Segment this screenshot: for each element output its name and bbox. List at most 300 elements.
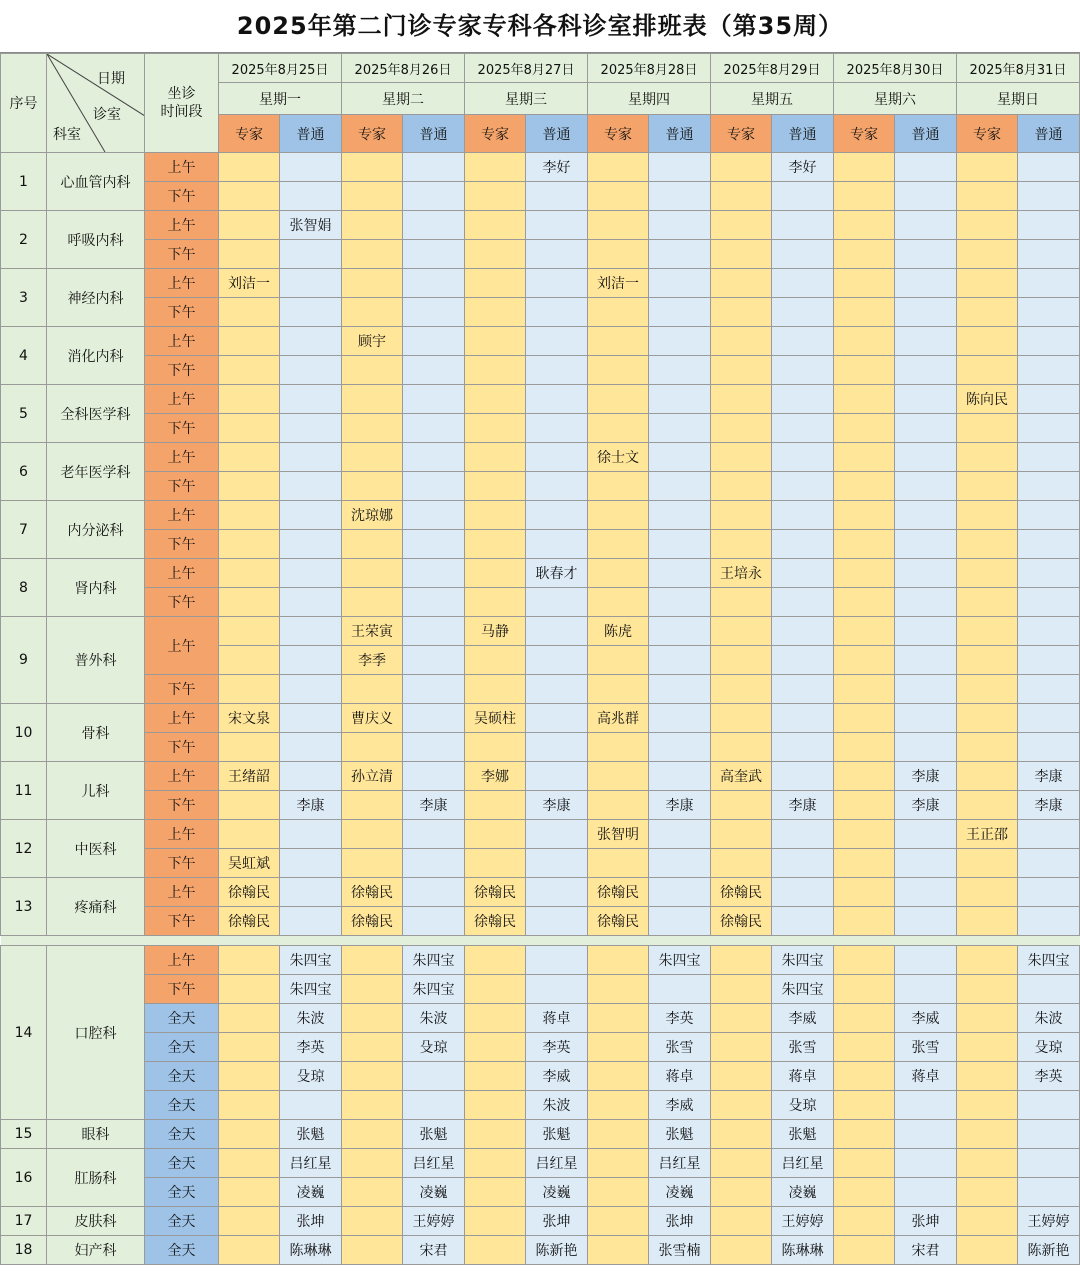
expert-doctor-cell (219, 1091, 280, 1120)
expert-doctor-cell (957, 791, 1018, 820)
ordinary-doctor-cell (403, 472, 465, 501)
ordinary-doctor-cell (280, 153, 342, 182)
expert-doctor-cell (342, 733, 403, 762)
ordinary-doctor-cell (895, 530, 957, 559)
ordinary-doctor-cell (403, 153, 465, 182)
ordinary-doctor-cell: 吕红星 (403, 1149, 465, 1178)
ordinary-doctor-cell: 凌巍 (649, 1178, 711, 1207)
seq-number: 2 (1, 211, 47, 269)
ordinary-doctor-cell: 张魁 (649, 1120, 711, 1149)
ordinary-doctor-cell: 朱四宝 (280, 975, 342, 1004)
expert-doctor-cell (711, 153, 772, 182)
expert-doctor-cell (219, 791, 280, 820)
ordinary-doctor-cell: 张魁 (772, 1120, 834, 1149)
expert-doctor-cell (342, 269, 403, 298)
ordinary-doctor-cell: 朱波 (280, 1004, 342, 1033)
ordinary-doctor-cell (895, 820, 957, 849)
expert-doctor-cell (834, 975, 895, 1004)
expert-doctor-cell (219, 211, 280, 240)
expert-doctor-cell: 沈琼娜 (342, 501, 403, 530)
ordinary-doctor-cell (1018, 414, 1080, 443)
expert-doctor-cell (465, 1207, 526, 1236)
time-slot: 上午 (145, 269, 219, 298)
ordinary-doctor-cell: 朱四宝 (280, 946, 342, 975)
ordinary-doctor-cell: 凌巍 (403, 1178, 465, 1207)
expert-doctor-cell (219, 559, 280, 588)
ordinary-doctor-cell (1018, 617, 1080, 646)
ordinary-doctor-cell: 吕红星 (649, 1149, 711, 1178)
expert-doctor-cell (834, 704, 895, 733)
section-separator (1, 936, 1080, 946)
expert-doctor-cell (219, 975, 280, 1004)
ordinary-doctor-cell: 凌巍 (526, 1178, 588, 1207)
ordinary-doctor-cell (772, 269, 834, 298)
expert-doctor-cell: 李娜 (465, 762, 526, 791)
expert-doctor-cell (342, 1091, 403, 1120)
ordinary-doctor-cell (1018, 153, 1080, 182)
ordinary-doctor-cell (772, 298, 834, 327)
time-slot: 全天 (145, 1149, 219, 1178)
expert-doctor-cell (957, 1004, 1018, 1033)
expert-doctor-cell: 高兆群 (588, 704, 649, 733)
ordinary-doctor-cell: 陈新艳 (1018, 1236, 1080, 1265)
ordinary-doctor-cell: 朱四宝 (649, 946, 711, 975)
ordinary-doctor-cell (403, 414, 465, 443)
schedule-row (1, 1120, 1080, 1149)
expert-doctor-cell (957, 182, 1018, 211)
expert-doctor-cell: 徐士文 (588, 443, 649, 472)
department-name: 普外科 (47, 617, 145, 704)
expert-doctor-cell (711, 327, 772, 356)
ordinary-doctor-cell (895, 975, 957, 1004)
expert-header: 专家 (342, 115, 403, 153)
expert-doctor-cell (957, 1033, 1018, 1062)
expert-doctor-cell (711, 704, 772, 733)
expert-doctor-cell (711, 849, 772, 878)
ordinary-doctor-cell: 王婷婷 (1018, 1207, 1080, 1236)
ordinary-doctor-cell (895, 211, 957, 240)
expert-doctor-cell (834, 211, 895, 240)
ordinary-doctor-cell (1018, 1120, 1080, 1149)
schedule-row (1, 298, 1080, 327)
time-slot: 上午 (145, 327, 219, 356)
ordinary-doctor-cell (772, 733, 834, 762)
ordinary-doctor-cell (1018, 878, 1080, 907)
ordinary-doctor-cell: 宋君 (403, 1236, 465, 1265)
ordinary-doctor-cell: 张魁 (526, 1120, 588, 1149)
ordinary-doctor-cell (895, 617, 957, 646)
ordinary-doctor-cell (526, 907, 588, 936)
ordinary-doctor-cell (772, 327, 834, 356)
expert-doctor-cell (711, 443, 772, 472)
ordinary-doctor-cell (526, 472, 588, 501)
department-name: 眼科 (47, 1120, 145, 1149)
expert-doctor-cell: 徐翰民 (588, 907, 649, 936)
expert-doctor-cell (219, 588, 280, 617)
ordinary-doctor-cell: 朱波 (526, 1091, 588, 1120)
ordinary-doctor-cell: 凌巍 (772, 1178, 834, 1207)
expert-doctor-cell (957, 1236, 1018, 1265)
expert-doctor-cell (711, 975, 772, 1004)
expert-doctor-cell: 徐翰民 (711, 878, 772, 907)
expert-doctor-cell (957, 559, 1018, 588)
schedule-row (1, 1236, 1080, 1265)
ordinary-doctor-cell: 李康 (403, 791, 465, 820)
expert-doctor-cell: 马静 (465, 617, 526, 646)
ordinary-doctor-cell (895, 1178, 957, 1207)
expert-doctor-cell (711, 1062, 772, 1091)
schedule-row (1, 907, 1080, 936)
expert-doctor-cell (588, 762, 649, 791)
department-name: 全科医学科 (47, 385, 145, 443)
ordinary-doctor-cell: 李康 (1018, 762, 1080, 791)
ordinary-doctor-cell (526, 975, 588, 1004)
schedule-row (1, 975, 1080, 1004)
expert-doctor-cell (342, 1236, 403, 1265)
ordinary-doctor-cell: 李好 (772, 153, 834, 182)
schedule-row (1, 1062, 1080, 1091)
ordinary-doctor-cell: 李威 (772, 1004, 834, 1033)
department-name: 神经内科 (47, 269, 145, 327)
expert-doctor-cell (834, 820, 895, 849)
expert-doctor-cell (834, 1149, 895, 1178)
seq-number: 18 (1, 1236, 47, 1265)
ordinary-doctor-cell (526, 588, 588, 617)
ordinary-doctor-cell (649, 704, 711, 733)
expert-doctor-cell (588, 530, 649, 559)
schedule-row (1, 675, 1080, 704)
expert-doctor-cell: 顾宇 (342, 327, 403, 356)
expert-doctor-cell (465, 1120, 526, 1149)
ordinary-doctor-cell (772, 646, 834, 675)
expert-doctor-cell (465, 733, 526, 762)
department-name: 肛肠科 (47, 1149, 145, 1207)
expert-doctor-cell (588, 327, 649, 356)
ordinary-doctor-cell (772, 849, 834, 878)
ordinary-doctor-cell (649, 530, 711, 559)
expert-doctor-cell: 吴虹斌 (219, 849, 280, 878)
time-slot: 下午 (145, 791, 219, 820)
ordinary-doctor-cell (649, 975, 711, 1004)
expert-doctor-cell (465, 1004, 526, 1033)
ordinary-doctor-cell (526, 356, 588, 385)
expert-doctor-cell (711, 1236, 772, 1265)
expert-doctor-cell (957, 298, 1018, 327)
expert-doctor-cell (711, 617, 772, 646)
ordinary-doctor-cell (895, 1091, 957, 1120)
seq-number: 9 (1, 617, 47, 704)
time-slot: 上午 (145, 878, 219, 907)
expert-doctor-cell (342, 1033, 403, 1062)
expert-doctor-cell (588, 646, 649, 675)
ordinary-doctor-cell (649, 820, 711, 849)
department-name: 呼吸内科 (47, 211, 145, 269)
ordinary-doctor-cell (1018, 975, 1080, 1004)
ordinary-doctor-cell (772, 472, 834, 501)
ordinary-doctor-cell (526, 820, 588, 849)
expert-doctor-cell (588, 1062, 649, 1091)
expert-doctor-cell (957, 617, 1018, 646)
expert-doctor-cell (711, 356, 772, 385)
ordinary-doctor-cell (772, 385, 834, 414)
expert-doctor-cell (834, 443, 895, 472)
expert-doctor-cell (219, 675, 280, 704)
expert-doctor-cell (711, 385, 772, 414)
ordinary-doctor-cell (1018, 675, 1080, 704)
expert-doctor-cell (219, 1004, 280, 1033)
ordinary-doctor-cell (280, 356, 342, 385)
ordinary-doctor-cell: 朱四宝 (772, 946, 834, 975)
expert-doctor-cell (342, 1178, 403, 1207)
expert-doctor-cell (342, 1149, 403, 1178)
schedule-row (1, 946, 1080, 975)
schedule-row (1, 559, 1080, 588)
expert-doctor-cell (588, 1004, 649, 1033)
ordinary-doctor-cell (526, 530, 588, 559)
ordinary-doctor-cell (280, 849, 342, 878)
expert-doctor-cell (342, 1062, 403, 1091)
expert-doctor-cell (342, 443, 403, 472)
seq-number: 8 (1, 559, 47, 617)
expert-doctor-cell (219, 1120, 280, 1149)
separator-row (1, 936, 1080, 946)
ordinary-doctor-cell (403, 617, 465, 646)
expert-doctor-cell (588, 153, 649, 182)
expert-doctor-cell (834, 1004, 895, 1033)
ordinary-doctor-cell: 李康 (1018, 791, 1080, 820)
ordinary-doctor-cell (649, 298, 711, 327)
schedule-row (1, 588, 1080, 617)
ordinary-doctor-cell (403, 733, 465, 762)
expert-doctor-cell (957, 211, 1018, 240)
ordinary-doctor-cell (895, 733, 957, 762)
ordinary-doctor-cell (1018, 820, 1080, 849)
time-slot: 上午 (145, 153, 219, 182)
expert-doctor-cell (588, 946, 649, 975)
ordinary-doctor-cell: 朱四宝 (1018, 946, 1080, 975)
expert-doctor-cell (834, 530, 895, 559)
ordinary-doctor-cell (649, 907, 711, 936)
expert-doctor-cell (957, 1207, 1018, 1236)
expert-doctor-cell (342, 153, 403, 182)
expert-doctor-cell (465, 1178, 526, 1207)
time-slot: 上午 (145, 820, 219, 849)
department-name: 骨科 (47, 704, 145, 762)
ordinary-doctor-cell (895, 153, 957, 182)
expert-doctor-cell (957, 327, 1018, 356)
ordinary-doctor-cell (280, 907, 342, 936)
expert-doctor-cell (588, 182, 649, 211)
ordinary-doctor-cell: 李好 (526, 153, 588, 182)
ordinary-doctor-cell (280, 269, 342, 298)
expert-doctor-cell (834, 182, 895, 211)
ordinary-doctor-cell (280, 472, 342, 501)
expert-doctor-cell: 曹庆义 (342, 704, 403, 733)
date-header: 2025年8月27日 (465, 54, 588, 83)
expert-doctor-cell: 徐翰民 (711, 907, 772, 936)
expert-doctor-cell (711, 791, 772, 820)
ordinary-doctor-cell (403, 240, 465, 269)
expert-doctor-cell (834, 1120, 895, 1149)
expert-doctor-cell (465, 975, 526, 1004)
ordinary-doctor-cell (403, 704, 465, 733)
expert-doctor-cell: 陈向民 (957, 385, 1018, 414)
weekday-header: 星期三 (465, 83, 588, 115)
expert-doctor-cell (588, 414, 649, 443)
expert-doctor-cell (711, 646, 772, 675)
time-slot: 全天 (145, 1033, 219, 1062)
schedule-row (1, 356, 1080, 385)
expert-doctor-cell (834, 559, 895, 588)
expert-doctor-cell: 徐翰民 (465, 878, 526, 907)
expert-doctor-cell (834, 269, 895, 298)
expert-header: 专家 (588, 115, 649, 153)
ordinary-doctor-cell (895, 675, 957, 704)
expert-doctor-cell: 孙立清 (342, 762, 403, 791)
weekday-header: 星期一 (219, 83, 342, 115)
expert-doctor-cell (465, 1033, 526, 1062)
seq-number: 17 (1, 1207, 47, 1236)
expert-doctor-cell (219, 1062, 280, 1091)
expert-doctor-cell (588, 211, 649, 240)
time-slot: 下午 (145, 530, 219, 559)
ordinary-doctor-cell (1018, 211, 1080, 240)
ordinary-doctor-cell: 陈琳琳 (280, 1236, 342, 1265)
expert-doctor-cell (834, 849, 895, 878)
ordinary-doctor-cell (280, 327, 342, 356)
ordinary-doctor-cell (280, 501, 342, 530)
ordinary-doctor-cell: 吕红星 (280, 1149, 342, 1178)
ordinary-doctor-cell: 王婷婷 (772, 1207, 834, 1236)
seq-number: 4 (1, 327, 47, 385)
ordinary-doctor-cell (895, 646, 957, 675)
expert-doctor-cell (219, 385, 280, 414)
ordinary-doctor-cell: 陈新艳 (526, 1236, 588, 1265)
expert-doctor-cell (834, 762, 895, 791)
ordinary-doctor-cell (772, 820, 834, 849)
seq-number: 6 (1, 443, 47, 501)
ordinary-doctor-cell (1018, 182, 1080, 211)
ordinary-doctor-cell (895, 182, 957, 211)
seq-number: 10 (1, 704, 47, 762)
expert-doctor-cell (342, 414, 403, 443)
expert-doctor-cell (342, 356, 403, 385)
schedule-row (1, 733, 1080, 762)
ordinary-doctor-cell (280, 646, 342, 675)
schedule-row (1, 878, 1080, 907)
ordinary-doctor-cell (772, 675, 834, 704)
expert-doctor-cell (342, 211, 403, 240)
ordinary-doctor-cell (1018, 298, 1080, 327)
expert-doctor-cell (834, 946, 895, 975)
ordinary-doctor-cell: 李英 (649, 1004, 711, 1033)
schedule-row (1, 820, 1080, 849)
time-slot: 上午 (145, 762, 219, 791)
ordinary-doctor-cell: 宋君 (895, 1236, 957, 1265)
weekday-header: 星期六 (834, 83, 957, 115)
expert-doctor-cell: 刘洁一 (219, 269, 280, 298)
ordinary-doctor-cell (1018, 588, 1080, 617)
expert-doctor-cell (219, 153, 280, 182)
expert-doctor-cell (588, 849, 649, 878)
department-name: 中医科 (47, 820, 145, 878)
ordinary-doctor-cell (895, 327, 957, 356)
ordinary-doctor-cell: 陈琳琳 (772, 1236, 834, 1265)
ordinary-doctor-cell (649, 327, 711, 356)
ordinary-header: 普通 (772, 115, 834, 153)
time-slot: 下午 (145, 588, 219, 617)
ordinary-doctor-cell (403, 298, 465, 327)
ordinary-doctor-cell (526, 269, 588, 298)
expert-doctor-cell (219, 646, 280, 675)
ordinary-doctor-cell (526, 182, 588, 211)
schedule-row (1, 182, 1080, 211)
seq-number: 11 (1, 762, 47, 820)
expert-doctor-cell (465, 269, 526, 298)
ordinary-doctor-cell (526, 327, 588, 356)
expert-doctor-cell (957, 1178, 1018, 1207)
ordinary-doctor-cell (403, 501, 465, 530)
expert-doctor-cell (588, 472, 649, 501)
expert-doctor-cell (465, 675, 526, 704)
ordinary-doctor-cell: 张坤 (649, 1207, 711, 1236)
expert-doctor-cell (219, 733, 280, 762)
expert-doctor-cell (465, 182, 526, 211)
ordinary-doctor-cell: 李英 (526, 1033, 588, 1062)
expert-doctor-cell (219, 472, 280, 501)
date-header: 2025年8月30日 (834, 54, 957, 83)
expert-doctor-cell (834, 907, 895, 936)
expert-doctor-cell (834, 617, 895, 646)
ordinary-doctor-cell (403, 1062, 465, 1091)
ordinary-doctor-cell (403, 849, 465, 878)
expert-doctor-cell (957, 356, 1018, 385)
ordinary-doctor-cell (895, 385, 957, 414)
time-slot: 下午 (145, 907, 219, 936)
expert-doctor-cell (711, 588, 772, 617)
expert-doctor-cell (588, 1207, 649, 1236)
weekday-header: 星期二 (342, 83, 465, 115)
expert-doctor-cell (711, 1178, 772, 1207)
ordinary-doctor-cell: 耿春才 (526, 559, 588, 588)
expert-doctor-cell (342, 530, 403, 559)
ordinary-doctor-cell: 张坤 (895, 1207, 957, 1236)
ordinary-doctor-cell (649, 762, 711, 791)
expert-doctor-cell (588, 1120, 649, 1149)
time-slot: 上午 (145, 559, 219, 588)
expert-doctor-cell (957, 733, 1018, 762)
ordinary-doctor-cell (526, 298, 588, 327)
time-slot: 下午 (145, 472, 219, 501)
ordinary-doctor-cell (526, 675, 588, 704)
ordinary-doctor-cell: 朱四宝 (403, 946, 465, 975)
ordinary-doctor-cell (895, 946, 957, 975)
ordinary-doctor-cell: 张雪 (649, 1033, 711, 1062)
expert-doctor-cell (588, 975, 649, 1004)
ordinary-doctor-cell (526, 946, 588, 975)
ordinary-doctor-cell (1018, 1178, 1080, 1207)
time-slot: 上午 (145, 946, 219, 975)
ordinary-doctor-cell (772, 617, 834, 646)
expert-doctor-cell (834, 240, 895, 269)
expert-doctor-cell (834, 501, 895, 530)
ordinary-doctor-cell (280, 733, 342, 762)
expert-doctor-cell (465, 472, 526, 501)
expert-doctor-cell (711, 1091, 772, 1120)
expert-doctor-cell (465, 153, 526, 182)
ordinary-doctor-cell (895, 588, 957, 617)
ordinary-doctor-cell: 蒋卓 (526, 1004, 588, 1033)
